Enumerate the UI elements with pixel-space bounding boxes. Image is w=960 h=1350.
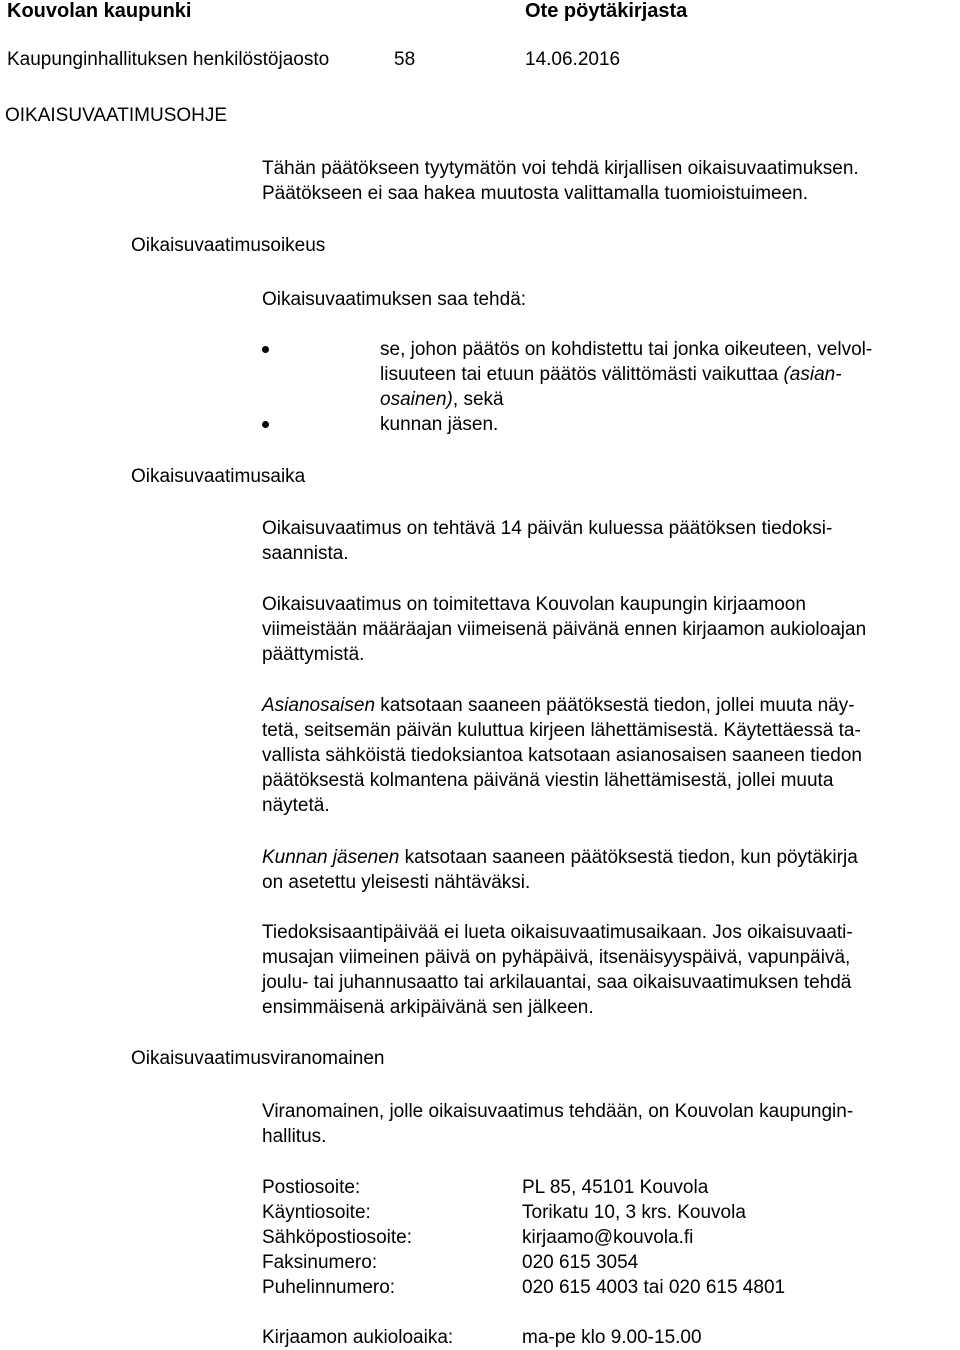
time-p2-line-1: Oikaisuvaatimus on toimitettava Kouvolan kaupungin kirjaamoon	[262, 594, 806, 615]
time-p5-line-2: musajan viimeinen päivä on pyhäpäivä, itsenäisyyspäivä, vapunpäivä,	[262, 947, 851, 968]
contact-value: kirjaamo@kouvola.fi	[522, 1227, 694, 1248]
bullet-icon	[262, 421, 269, 428]
bullet-1-line-1: se, johon päätös on kohdistettu tai jonka oikeuteen, velvol-	[380, 339, 873, 360]
time-p3-line-5: näytetä.	[262, 795, 330, 816]
intro-line-1: Tähän päätökseen tyytymätön voi tehdä kirjallisen oikaisuvaatimuksen.	[262, 158, 859, 179]
time-p1-line-2: saannista.	[262, 543, 349, 564]
time-p4-line-1: Kunnan jäsenen katsotaan saaneen päätöksestä tiedon, kun pöytäkirja	[262, 847, 858, 868]
section-number: 58	[394, 49, 416, 70]
time-p2-line-3: päättymistä.	[262, 644, 365, 665]
time-p3-line-1: Asianosaisen katsotaan saaneen päätöksestä tiedon, jollei muuta näy-	[262, 695, 855, 716]
section-heading-time: Oikaisuvaatimusaika	[131, 466, 306, 487]
document-type: Ote pöytäkirjasta	[525, 0, 688, 22]
document-title: OIKAISUVAATIMUSOHJE	[5, 105, 228, 126]
authority-line-2: hallitus.	[262, 1126, 327, 1147]
contact-row-visiting	[262, 1200, 922, 1225]
time-p5-line-1: Tiedoksisaantipäivää ei lueta oikaisuvaatimusaikaan. Jos oikaisuvaati-	[262, 922, 853, 943]
contact-row-email	[262, 1225, 922, 1250]
time-p5-line-3: joulu- tai juhannusaatto tai arkilauantai, saa oikaisuvaatimuksen tehdä	[262, 972, 852, 993]
office-hours-label: Kirjaamon aukioloaika:	[262, 1327, 454, 1348]
committee-name: Kaupunginhallituksen henkilöstöjaosto	[7, 49, 330, 70]
time-p1-line-1: Oikaisuvaatimus on tehtävä 14 päivän kuluessa päätöksen tiedoksi-	[262, 518, 833, 539]
organization-name: Kouvolan kaupunki	[7, 0, 192, 22]
contact-label: Sähköpostiosoite:	[262, 1227, 412, 1248]
contact-value: 020 615 3054	[522, 1252, 639, 1273]
contact-value: PL 85, 45101 Kouvola	[522, 1177, 709, 1198]
right-lead-text: Oikaisuvaatimuksen saa tehdä:	[262, 289, 527, 310]
time-p3-line-3: vallista sähköistä tiedoksiantoa katsotaan asianosaisen saaneen tiedon	[262, 745, 862, 766]
authority-line-1: Viranomainen, jolle oikaisuvaatimus tehdään, on Kouvolan kaupungin-	[262, 1101, 854, 1122]
contact-label: Faksinumero:	[262, 1252, 378, 1273]
bullet-1-line-2: lisuuteen tai etuun päätös välittömästi vaikuttaa (asian-	[380, 364, 842, 385]
section-heading-authority: Oikaisuvaatimusviranomainen	[131, 1048, 385, 1069]
time-p2-line-2: viimeistään määräajan viimeisenä päivänä ennen kirjaamon aukioloajan	[262, 619, 867, 640]
contact-label: Postiosoite:	[262, 1177, 361, 1198]
contact-label: Puhelinnumero:	[262, 1277, 396, 1298]
meeting-date: 14.06.2016	[525, 49, 621, 70]
bullet-icon	[262, 346, 269, 353]
time-p3-line-4: päätöksestä kolmantena päivänä viestin lähettämisestä, jollei muuta	[262, 770, 834, 791]
contact-row-fax	[262, 1250, 922, 1275]
contact-value: Torikatu 10, 3 krs. Kouvola	[522, 1202, 746, 1223]
office-hours-value: ma-pe klo 9.00-15.00	[522, 1327, 702, 1348]
time-p5-line-4: ensimmäisenä arkipäivänä sen jälkeen.	[262, 997, 594, 1018]
time-p3-line-2: tetä, seitsemän päivän kuluttua kirjeen lähettämisestä. Käytettäessä ta-	[262, 720, 861, 741]
section-heading-right: Oikaisuvaatimusoikeus	[131, 235, 326, 256]
time-p4-line-2: on asetettu yleisesti nähtäväksi.	[262, 872, 531, 893]
bullet-2-text: kunnan jäsen.	[380, 414, 499, 435]
contact-row-postal	[262, 1175, 922, 1200]
contact-row-phone	[262, 1275, 922, 1300]
contact-label: Käyntiosoite:	[262, 1202, 371, 1223]
contact-value: 020 615 4003 tai 020 615 4801	[522, 1277, 786, 1298]
intro-line-2: Päätökseen ei saa hakea muutosta valittamalla tuomioistuimeen.	[262, 183, 809, 204]
office-hours-row	[262, 1325, 922, 1350]
bullet-1-line-3: osainen), sekä	[380, 389, 504, 410]
